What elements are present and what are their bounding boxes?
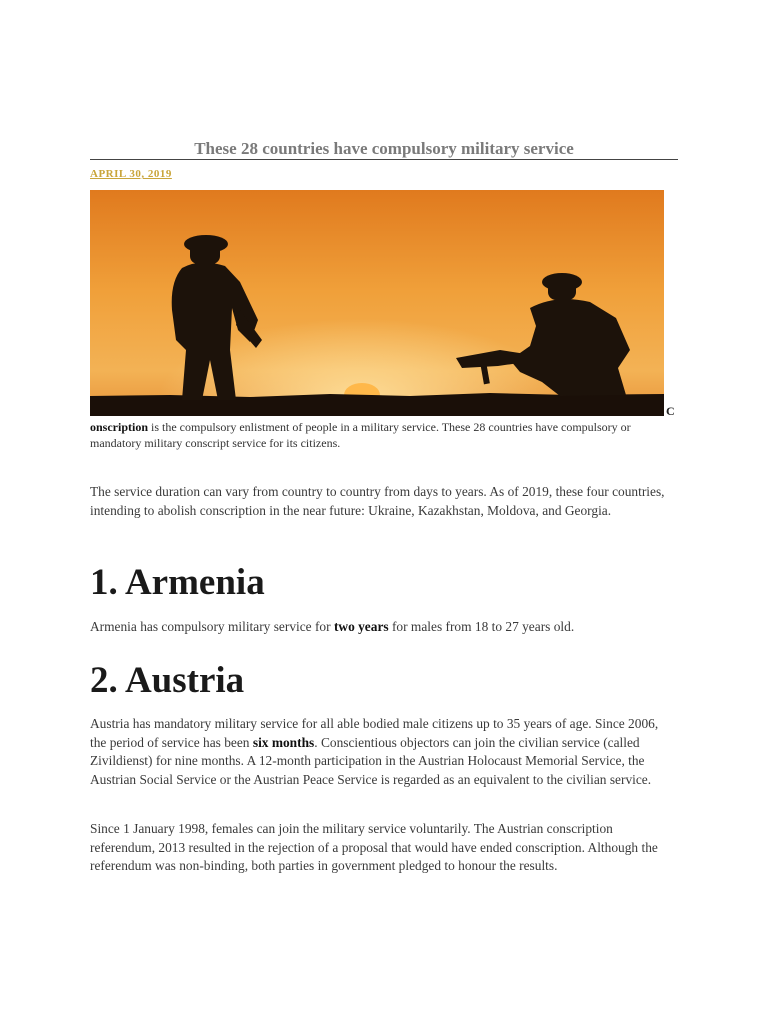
intro-paragraph	[90, 419, 650, 451]
article-date-link[interactable]: APRIL 30, 2019	[90, 168, 172, 180]
section-heading-armenia: 1. Armenia	[90, 562, 265, 603]
austria-duration: six months	[252, 734, 315, 750]
armenia-paragraph: Armenia has compulsory military service for two years for males from 18 to 27 years old.	[90, 619, 575, 634]
armenia-duration: two years	[333, 619, 389, 634]
section-heading-austria: 2. Austria	[90, 660, 245, 701]
title-divider	[90, 159, 678, 160]
austria-paragraph-2: Since 1 January 1998, females can join the military service voluntarily. The Austrian conscription referendum, 2013 resulted in the rejection of a proposal that would have ended conscription. Although the referendum was non-binding, both parties in government pledged to honour the results.	[90, 821, 658, 873]
article-title: These 28 countries have compulsory military service	[194, 139, 574, 158]
intro-term: onscription	[90, 420, 149, 434]
drop-cap-letter: C	[666, 404, 675, 418]
hero-image	[90, 190, 664, 416]
ground-shape	[90, 393, 664, 416]
duration-paragraph: The service duration can vary from country to country from days to years. As of 2019, these four countries, intending to abolish conscription in the near future: Ukraine, Kazakhstan, Moldova, and Georgia.	[90, 484, 665, 518]
intro-text: is the compulsory enlistment of people in a military service. These 28 countries have compulsory or mandatory military conscript service for its citizens.	[90, 420, 631, 450]
austria-paragraph-1: Austria has mandatory military service for all able bodied male citizens up to 35 years of age. Since 2006, the period of service has been six months. Conscientious objectors can join the civilian service (called Zivildienst) for nine months. A 12-month participation in the Austrian Holocaust Memorial Service, the Austrian Social Service or the Austrian Peace Service is regarded as an equivalent to the civilian service.	[90, 716, 659, 787]
